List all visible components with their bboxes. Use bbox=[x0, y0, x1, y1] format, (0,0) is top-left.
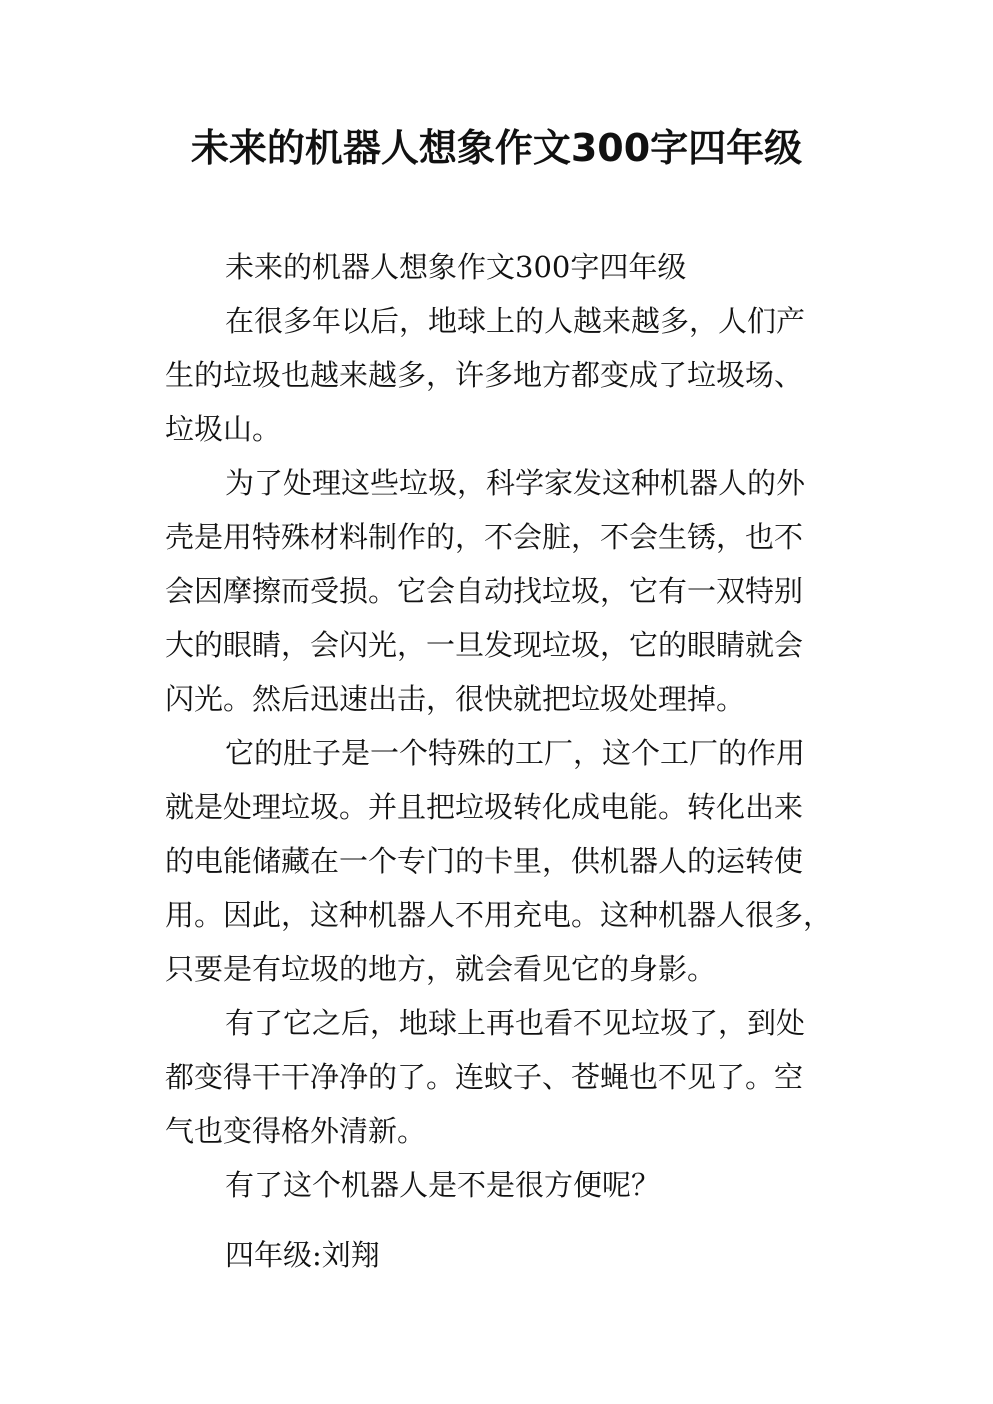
paragraph-2 bbox=[165, 456, 830, 726]
author-signature: 四年级:刘翔 bbox=[225, 1238, 380, 1272]
article-subtitle: 未来的机器人想象作文300字四年级 bbox=[225, 250, 687, 284]
paragraph-line: 闪光。然后迅速出击，很快就把垃圾处理掉。 bbox=[165, 682, 746, 716]
paragraph-line: 的电能储藏在一个专门的卡里，供机器人的运转使 bbox=[165, 844, 804, 878]
paragraph-line: 会因摩擦而受损。它会自动找垃圾，它有一双特别 bbox=[165, 574, 804, 608]
paragraph-line: 都变得干干净净的了。连蚊子、苍蝇也不见了。空 bbox=[165, 1060, 804, 1094]
paragraph-line: 有了它之后，地球上再也看不见垃圾了，到处 bbox=[225, 1006, 806, 1040]
paragraph-line: 只要是有垃圾的地方，就会看见它的身影。 bbox=[165, 952, 717, 986]
paragraph-4 bbox=[165, 996, 830, 1158]
paragraph-line: 用。因此，这种机器人不用充电。这种机器人很多， bbox=[165, 898, 833, 932]
paragraph-line: 就是处理垃圾。并且把垃圾转化成电能。转化出来 bbox=[165, 790, 804, 824]
paragraph-line: 它的肚子是一个特殊的工厂，这个工厂的作用 bbox=[225, 736, 806, 770]
paragraph-line: 气也变得格外清新。 bbox=[165, 1114, 427, 1148]
paragraph-line: 垃圾山。 bbox=[165, 412, 282, 446]
paragraph-line: 大的眼睛，会闪光，一旦发现垃圾，它的眼睛就会 bbox=[165, 628, 804, 662]
article-body bbox=[165, 240, 833, 1212]
paragraph-line: 生的垃圾也越来越多，许多地方都变成了垃圾场、 bbox=[165, 358, 804, 392]
paragraph-3 bbox=[165, 726, 833, 996]
paragraph-line: 为了处理这些垃圾，科学家发这种机器人的外 bbox=[225, 466, 806, 500]
paragraph-1 bbox=[165, 294, 830, 456]
paragraph-line: 在很多年以后，地球上的人越来越多，人们产 bbox=[225, 304, 806, 338]
paragraph-line: 有了这个机器人是不是很方便呢？ bbox=[225, 1168, 661, 1202]
page-title: 未来的机器人想象作文300字四年级 bbox=[190, 126, 803, 170]
paragraph-5 bbox=[165, 1158, 830, 1212]
paragraph-line: 壳是用特殊材料制作的，不会脏，不会生锈，也不 bbox=[165, 520, 804, 554]
